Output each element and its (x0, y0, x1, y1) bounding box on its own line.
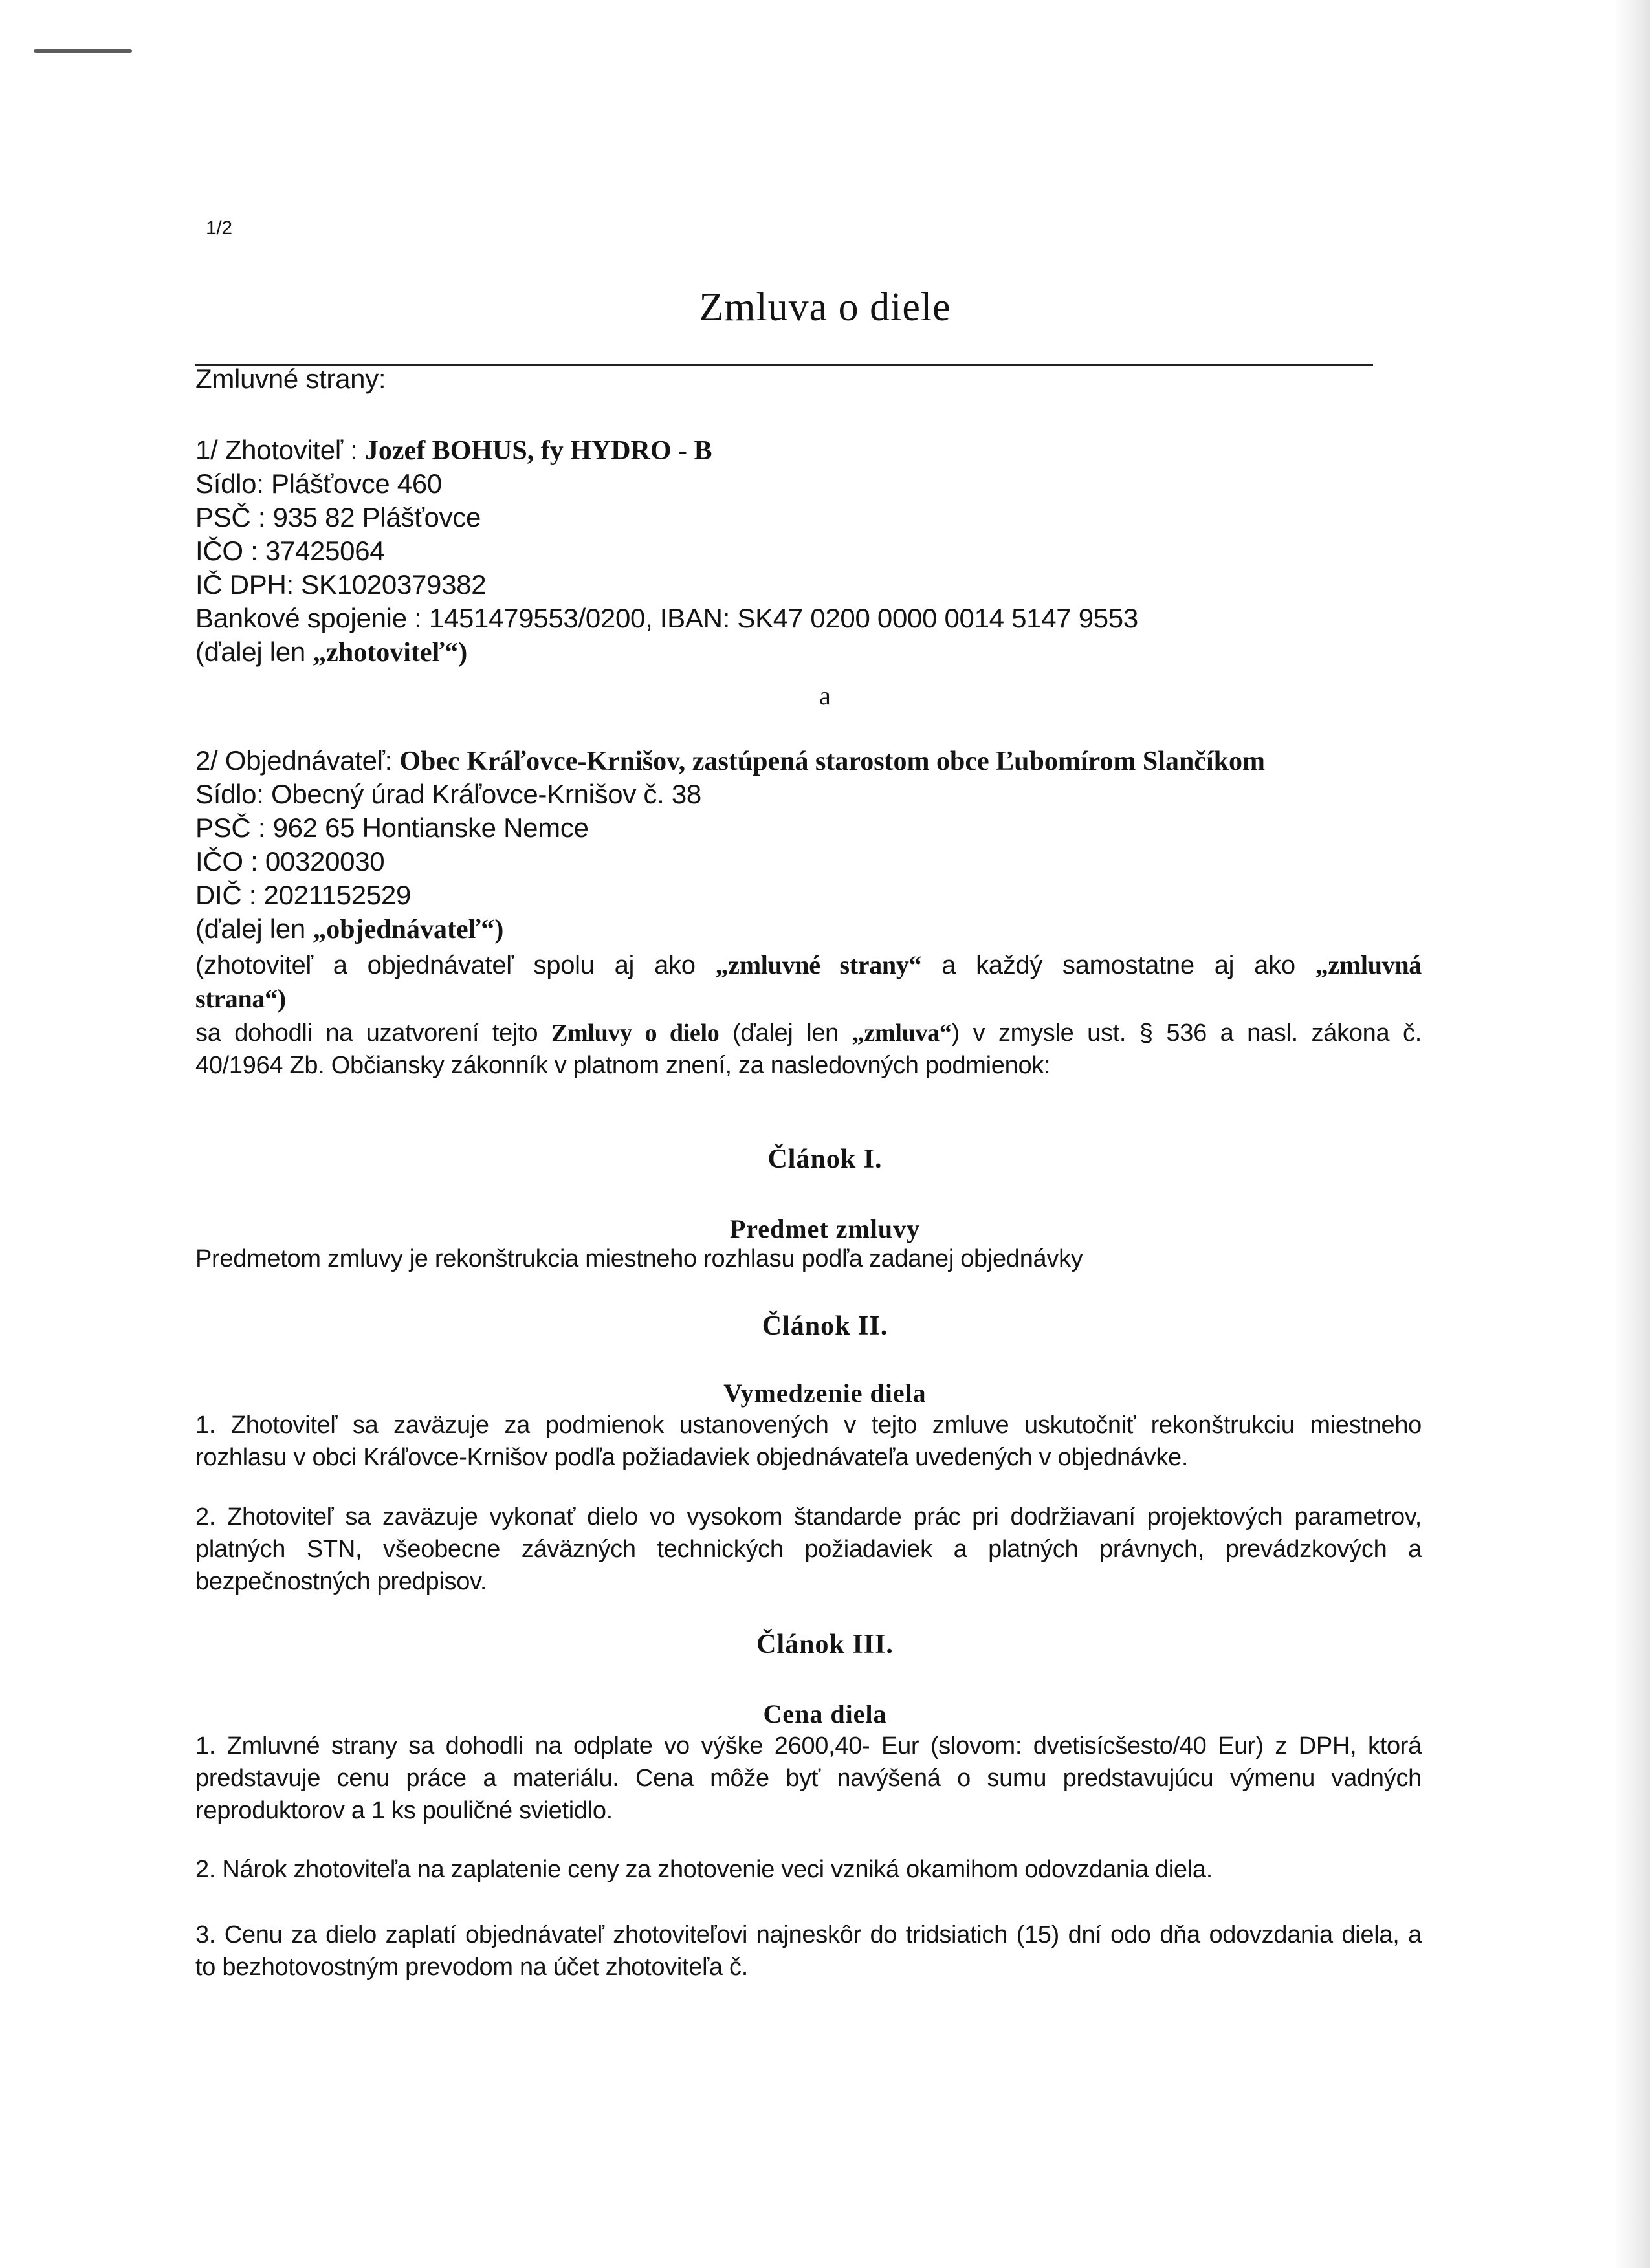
article-3-paragraph-1 (195, 1730, 1422, 1827)
parties-term: „zmluvné strany“ (715, 950, 922, 979)
page-number: 1/2 (206, 217, 232, 239)
contractor-alias (195, 635, 467, 670)
party-term: „zmluvná (1315, 950, 1422, 979)
article-1-subheading: Predmet zmluvy (729, 1214, 921, 1243)
scan-page-edge (1614, 0, 1650, 2268)
conjunction: a (819, 681, 831, 710)
parties-note-line-2 (195, 982, 1422, 1016)
paragraph-line: 2. Zhotoviteľ sa zaväzuje vykonať dielo vo vysokom štandarde prác pri dodržiavaní projektových parametrov, (195, 1503, 1422, 1531)
client-psc: PSČ : 962 65 Hontianske Nemce (195, 812, 589, 843)
client-alias (195, 912, 503, 946)
paragraph-line: reproduktorov a 1 ks pouličné svietidlo. (195, 1797, 613, 1824)
agreement-line-1 (195, 1017, 1422, 1049)
contract-alias-term: „zmluva“ (852, 1020, 952, 1047)
contractor-seat: Sídlo: Plášťovce 460 (195, 468, 442, 499)
contractor-alias-prefix: (ďalej len (195, 637, 313, 667)
client-alias-suffix: ) (494, 915, 504, 944)
parties-note-close: ) (277, 984, 286, 1013)
paragraph-line: platných STN, všeobecne záväzných technických požiadaviek a platných právnych, prevádzkových a (195, 1536, 1422, 1563)
article-1-heading: Článok I. (767, 1144, 883, 1174)
party-term-end: strana“ (195, 984, 278, 1013)
agreement-text-2: (ďalej len (719, 1020, 852, 1047)
article-2-paragraph-1 (195, 1409, 1422, 1474)
contractor-prefix: 1/ Zhotoviteľ : (195, 435, 365, 465)
article-2-subheading: Vymedzenie diela (723, 1379, 927, 1408)
client-alias-prefix: (ďalej len (195, 913, 313, 944)
client-dic: DIČ : 2021152529 (195, 880, 412, 910)
client-alias-term: „objednávateľ“ (313, 915, 495, 944)
paragraph-line: bezpečnostných predpisov. (195, 1568, 487, 1595)
agreement-text: sa dohodli na uzatvorení tejto (195, 1020, 551, 1047)
contract-term: Zmluvy o dielo (551, 1020, 720, 1047)
article-2-paragraph-2 (195, 1501, 1422, 1598)
article-3-subheading: Cena diela (763, 1699, 887, 1728)
contractor-psc: PSČ : 935 82 Plášťovce (195, 502, 481, 532)
agreement-line-2: 40/1964 Zb. Občiansky zákonník v platnom znení, za nasledovných podmienok: (195, 1052, 1051, 1079)
contractor-ico: IČO : 37425064 (195, 536, 385, 566)
client-prefix: 2/ Objednávateľ: (195, 745, 400, 776)
contractor-alias-suffix: ) (458, 638, 468, 668)
contractor-alias-term: „zhotoviteľ“ (313, 638, 459, 668)
article-3-heading: Článok III. (756, 1630, 894, 1659)
contractor-bank: Bankové spojenie : 1451479553/0200, IBAN: SK47 0200 0000 0014 5147 9553 (195, 603, 1138, 633)
article-3-paragraph-3 (195, 1919, 1422, 1983)
client-line (195, 744, 1265, 778)
scan-artifact-mark (34, 49, 132, 53)
contractor-ic-dph: IČ DPH: SK1020379382 (195, 569, 487, 600)
article-3-paragraph-2: 2. Nárok zhotoviteľa na zaplatenie ceny za zhotovenie veci vzniká okamihom odovzdania diela. (195, 1856, 1213, 1883)
paragraph-line: to bezhotovostným prevodom na účet zhotoviteľa č. (195, 1954, 748, 1981)
article-2-heading: Článok II. (762, 1311, 888, 1341)
parties-note (195, 948, 1422, 1016)
parties-note-line-1 (195, 948, 1422, 982)
parties-label: Zmluvné strany: (195, 364, 386, 394)
agreement-paragraph (195, 1017, 1422, 1082)
paragraph-line: 1. Zmluvné strany sa dohodli na odplate vo výške 2600,40- Eur (slovom: dvetisícšesto/40 Eur) z DPH, ktorá (195, 1732, 1422, 1760)
client-ico: IČO : 00320030 (195, 846, 385, 877)
parties-note-text-2: a každý samostatne aj ako (921, 951, 1315, 979)
paragraph-line: 1. Zhotoviteľ sa zaväzuje za podmienok ustanovených v tejto zmluve uskutočniť rekonštrukciu miestneho (195, 1412, 1422, 1439)
article-1-paragraph-1: Predmetom zmluvy je rekonštrukcia miestneho rozhlasu podľa zadanej objednávky (195, 1245, 1083, 1272)
contractor-name: Jozef BOHUS, fy HYDRO - B (364, 436, 712, 466)
parties-note-text: (zhotoviteľ a objednávateľ spolu aj ako (195, 951, 716, 979)
agreement-text-3: ) v zmysle ust. § 536 a nasl. zákona č. (951, 1020, 1422, 1047)
contractor-line (195, 433, 712, 468)
document-title: Zmluva o diele (699, 285, 951, 329)
client-name: Obec Kráľovce-Krnišov, zastúpená starostom obce Ľubomírom Slančíkom (399, 747, 1265, 776)
paragraph-line: rozhlasu v obci Kráľovce-Krnišov podľa požiadaviek objednávateľa uvedených v objednávke. (195, 1444, 1189, 1471)
paragraph-line: predstavuje cenu práce a materiálu. Cena môže byť navýšená o sumu predstavujúcu výmenu vadných (195, 1765, 1422, 1792)
paragraph-line: 3. Cenu za dielo zaplatí objednávateľ zhotoviteľovi najneskôr do tridsiatich (15) dní odo dňa odovzdania diela, a (195, 1921, 1422, 1948)
client-seat: Sídlo: Obecný úrad Kráľovce-Krnišov č. 38 (195, 779, 701, 809)
